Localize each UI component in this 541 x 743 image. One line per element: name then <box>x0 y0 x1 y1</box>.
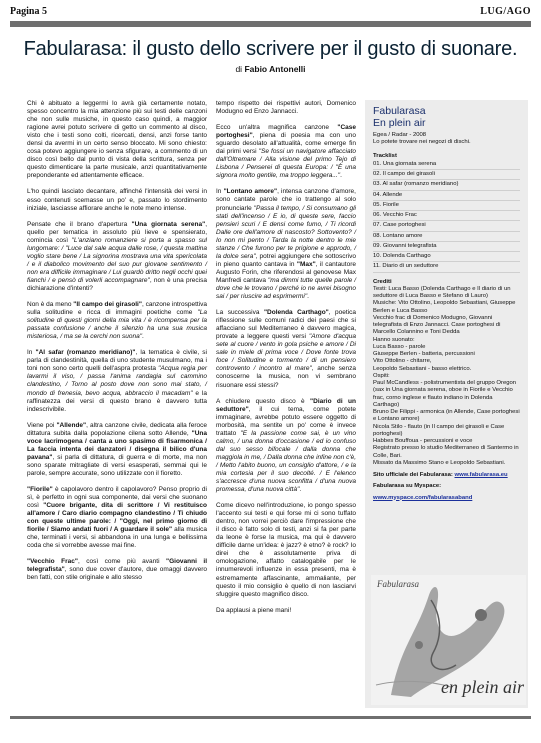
track-item: 02. Il campo dei girasoli <box>373 170 520 180</box>
paragraph: In "Lontano amore", intensa canzone d'amore, sono cantate parole che io trattengo al solo pronunciarle "Passa il tempo, / Si consumano gli stati dell'incenso / E io, di queste sere, faccio pensieri scuri / E densi come fumo, / Ti ricordi Dalle ore dell'amore di nascosto? Sottovento? / Io non mi pento / Tarda la notte dentro le mie stanze / Che furono per te prigione e approdo, / la dolce sera", potrei aggiungere che sottoscrivo in pieno quanto cantava in "Max", il cantautore Augusto Forin, che riferendosi al genovese Max Manfredi cantava "ma dimmi tutte quelle parole / dove che le trovano / perché io ne avrei bisogno sai / per riuscire ad esprimermi". <box>216 188 356 301</box>
credit-line: Musiche: Vito Ottolino, Leopoldo Sebastiani, Giuseppe Berlen e Luca Basso <box>373 300 516 314</box>
paragraph: "Fiorile" è capolavoro dentro il capolavoro? Penso proprio di sì, è perfetto in ogni sua componente, dai versi che suonano così "Cuore brigante, dita di scrittore / Vi restituisco all'amore / Caro diario compagno clandestino / Ti chiudo con queste ultime parole: / "Oggi, nel primo giorno di fiorile / Siamo andati fuori / A guardare il sole" alla musica che, terminati i versi, si abbandona in una lunga e bellissima coda che si vorrebbe avesse mai fine. <box>27 485 207 550</box>
paragraph: "Vecchio Frac", così come più avanti "Giovanni il telegrafista", sono due cover d'autore, due omaggi davvero ben fatti, con stile originale e allo stesso <box>27 558 208 582</box>
track-item: 05. Fiorile <box>373 201 520 211</box>
album-title: En plein air <box>373 117 426 129</box>
issue-date: LUG/AGO <box>480 6 531 17</box>
byline-prefix: di <box>235 64 243 74</box>
paragraph: Chi è abituato a leggermi lo avrà già certamente notato, spesso concentro la mia attenzione più sui testi delle canzoni che non sulle musiche, in questo caso quindi, a maggior ragione avrei potuto scrivere di getto un commento al disco, visto che i testi sono colti, ricercati, densi, anzi forse tanto densi da avermi in un certo senso bloccato. Mi sono chiesto: cosa potevo aggiungere io senza sfigurare, a commento di un disco così bello dal punto di vista della scrittura, senza per questo dimenticare la parte musicale, anzi quantitativamente preponderante ed attentamente efficace. <box>27 100 207 180</box>
page-number: Pagina 5 <box>10 6 47 17</box>
credits-title: Crediti <box>373 278 392 285</box>
header-rule <box>10 21 531 27</box>
paragraph: In "Al safar (romanzo meridiano)", la tematica è civile, si parla di clandestinità, quella di uno studente musulmano, ma i toni non sono certo quelli dell'aspra protesta "Acqua regia per lavarmi il viso, / passa l'anima randagia sul cammino clandestino, / Torno al posto dove non sono mai stato, / mondo di frenesia, bevo acqua, abbraccio il macadam" e la raffinatezza dei versi di questo brano è davvero tutta indescrivibile. <box>27 349 208 413</box>
page-header <box>10 6 531 20</box>
track-item: 11. Diario di un seduttore <box>373 262 520 272</box>
tracklist <box>373 160 520 273</box>
paragraph: Non è da meno "Il campo dei girasoli", canzone introspettiva sulla solitudine e ricca di immagini poetiche come "La solitudine di questi giorni della mia vita / è ricompensa per la passata confusione / anche il silenzio ha una sua musica misteriosa, / ma se la cerchi non suona". <box>27 301 207 341</box>
track-item: 06. Vecchio Frac <box>373 211 520 221</box>
tracklist-title: Tracklist <box>373 152 397 159</box>
paragraph: Ecco un'altra magnifica canzone "Case portoghesi", piena di poesia ma con uno sguardo desolato all'attualità, come emerge fin dai primi versi "Se fossi un navigatore affacciato dall'Oltremare / Alla visione del primo Tejo di Lisbona / Penserei di questa Europa: / "È una signora molto gentile, ma troppo leggera...". <box>216 124 356 180</box>
track-item: 10. Dolenda Carthago <box>373 252 520 262</box>
article-title: Fabularasa: il gusto dello scrivere per il gusto di suonare. <box>23 38 518 60</box>
album-cover-image <box>371 575 526 705</box>
credit-line: Luca Basso - parole <box>373 343 426 350</box>
paragraph: Viene poi "Allende", altra canzone civile, dedicata alla feroce dittatura subita dalla popolazione cilena sotto Allende, "Una voce lacrimogena / canta a uno spasimo di fisarmonica / La faccia intenta dei danzatori / disegna il bilico d'una pavana", si parla di dittatura, di guerra e di morte, ma non sono sparate mitragliate di versi esasperati, semmai qui le parole, sempre accurate, sono utilizzate con il fioretto. <box>27 421 207 477</box>
credit-line: Nicola Stilo - flauto (in Il campo dei girasoli e Case portoghesi) <box>373 423 505 437</box>
credit-line: Giuseppe Berlen - batteria, percussioni <box>373 351 475 357</box>
credit-line: Habbes Bouffoua - percussioni e voce <box>373 438 473 444</box>
credit-line: Bruno De Filippi - armonica (in Allende, Case portoghesi e Lontano amore) <box>373 409 520 423</box>
myspace-label: Fabularasa su Myspace: <box>373 483 442 490</box>
myspace-link[interactable]: www.myspace.com/fabularasaband <box>373 494 473 501</box>
credit-line: Paul McCandless - polistrumentista del gruppo Oregon (sax in Una giornata serena, oboe in Fiorile e Vecchio frac, corno inglese e flauto indiano in Dolenda Carthago) <box>373 380 517 408</box>
paragraph: A chiudere questo disco è "Diario di un seduttore", il cui tema, come potete immaginare, avrebbe potuto essere oggetto di morbosità, ma sentite un po' come è invece trattato "E la passione come sai, è un vino calmo, / una donna d'occasione / ed io confuso dal suo sesso bifocale / dalla donna che maggiola in me, / Dalla donna che infine non c'è, / Metto l'abito buono, un consiglio d'attore, / e la mia cortesia per il suo decolté. / E l'elenco s'accresce d'una nuova sconfitta / d'una nuova promessa, d'una nuova città". <box>216 397 356 494</box>
site-link[interactable]: www.fabularasa.eu <box>454 472 508 478</box>
official-site-line <box>373 472 520 479</box>
paragraph: tempo rispetto dei rispettivi autori, Domenico Modugno ed Enzo Jannacci. <box>216 100 356 116</box>
label-year: Egea / Radar - 2008 <box>373 132 427 138</box>
credits <box>373 286 520 467</box>
track-item: 01. Una giornata serena <box>373 160 520 170</box>
credit-line: Hanno suonato: <box>373 336 415 343</box>
byline <box>10 64 531 74</box>
availability-note: Lo potete trovare nei negozi di dischi. <box>373 139 471 146</box>
article-column-2 <box>216 100 356 623</box>
author-name: Fabio Antonelli <box>244 64 306 74</box>
credit-line: Registrato presso lo studio Mediterraneo di Santermo in Colle, Bari. <box>373 445 519 459</box>
credit-line: Missato da Massimo Stano e Leopoldo Sebastiani. <box>373 459 506 466</box>
track-item: 09. Giovanni telegrafista <box>373 242 520 252</box>
cover-title: en plein air <box>441 677 524 697</box>
track-item: 03. Al safar (romanzo meridiano) <box>373 180 520 190</box>
credit-line: Testi: Luca Basso (Dolenda Carthago e Il diario di un seduttore di Luca Basso e Stefano di Lauro) <box>373 285 511 299</box>
band-name: Fabularasa <box>373 105 426 117</box>
paragraph: Come dicevo nell'introduzione, io pongo spesso l'accento sui testi e qui forse mi ci sono tuffato dentro, non vorrei perciò dare l'impressione che il disco è fatto solo di testi, anzi si fa per parte da leone è forse la musica, ma qui è davvero difficile darne un'idea: è jazz? è etno? è rock? Io direi che è assolutamente priva di omologazione, affatto catalogabile per le innumerevoli influenze in essa presenti, ma è estremamente affascinante, ammaliante, per questo il mio consiglio è quello di non lasciarvi sfuggire questo magnifico disco. <box>216 502 356 598</box>
track-item: 08. Lontano amore <box>373 232 520 242</box>
site-label: Sito ufficiale dei Fabularasa: <box>373 472 455 478</box>
credit-line: Leopoldo Sebastiani - basso elettrico. <box>373 365 472 372</box>
cover-brand: Fabularasa <box>377 579 420 589</box>
paragraph: Pensate che il brano d'apertura "Una giornata serena", quello per tematica in assoluto più lieve e spensierato, comincia così "L'anziano romanziere si porta a spasso sul lungomare: / "Luce dal sale acqua dalle rose, / questa mattina voglio stare bene / La signorina mostrava una vita spericolata / e il diabolico movimento del suo pur giovane sentimento / non era difficile immaginare / Lui guardò dritto negli occhi quei fianchi / e pensò di volerli accompagnare", non è una precisa dichiarazione d'intenti? <box>27 220 207 292</box>
paragraph: La successiva "Dolenda Carthago", poetica riflessione sulle comuni radici dei paesi che si affacciano sul Mediterraneo è davvero magica, provate a leggere questi versi "Amore d'acqua sete al cuore / vento in gola psiche e amore / Di sale in miele di prima voce / Dove fonte trova foce / Solitudine e tormento / di un pensiero controvento / incontro al mare", anche senza conoscerne la musica, non vi sembrano risuonare essi stessi? <box>216 309 357 389</box>
credit-line: Vito Ottolino - chitarre, <box>373 358 432 365</box>
track-item: 04. Allende <box>373 191 520 201</box>
footer-rule <box>10 716 531 719</box>
article-column-1 <box>27 100 207 590</box>
paragraph: L'ho quindi lasciato decantare, affinché l'intensità dei versi in esso contenuti scemasse un po' e, passato lo stordimento iniziale, lasciasse affiorare anche le note meno intense. <box>27 188 207 212</box>
track-item: 07. Case portoghesi <box>373 221 520 231</box>
credit-line: Ospiti: <box>373 372 390 379</box>
paragraph: Da applausi a piene mani! <box>216 606 292 614</box>
credit-line: Vecchio frac di Domenico Modugno, Giovanni telegrafista di Enzo Jannacci. Case portoghesi di Marcello Colannino e Toni Dedda <box>373 314 501 336</box>
